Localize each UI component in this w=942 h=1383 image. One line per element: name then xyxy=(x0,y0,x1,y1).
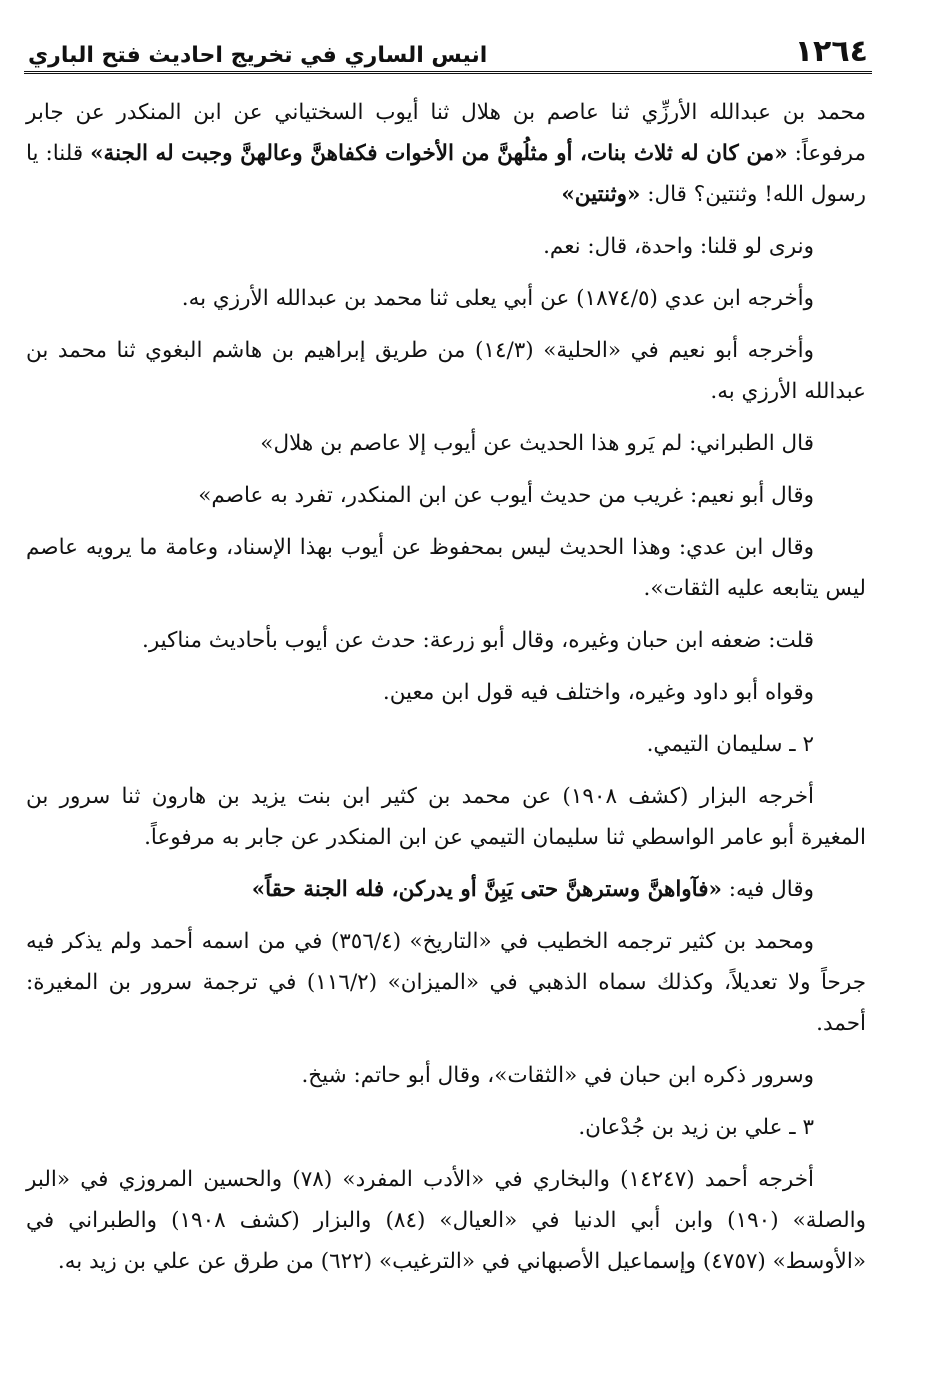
text-run: وأخرجه أبو نعيم في «الحلية» (١٤/٣) من طريق إبراهيم بن هاشم البغوي ثنا محمد بن عبدالله الأرزي به. xyxy=(26,338,866,404)
paragraph xyxy=(26,869,866,910)
text-run: وقال فيه: xyxy=(721,877,814,902)
page-header xyxy=(24,28,872,74)
paragraph xyxy=(26,92,866,215)
paragraph xyxy=(26,620,866,661)
paragraph xyxy=(26,921,866,1044)
section-heading xyxy=(26,1107,866,1148)
text-run: وسرور ذكره ابن حبان في «الثقات»، وقال أبو حاتم: شيخ. xyxy=(301,1063,814,1088)
text-run: قلنا: يا رسول الله! وثنتين؟ قال: xyxy=(26,141,866,207)
text-run: ونرى لو قلنا: واحدة، قال: نعم. xyxy=(543,234,814,259)
paragraph xyxy=(26,1055,866,1096)
paragraph xyxy=(26,423,866,464)
text-run: ٢ ـ سليمان التيمي. xyxy=(646,732,814,757)
page-number: ١٢٦٤ xyxy=(794,34,868,69)
text-run: وقال أبو نعيم: غريب من حديث أيوب عن ابن المنكدر، تفرد به عاصم» xyxy=(198,483,814,508)
page-body xyxy=(26,92,866,1293)
text-run: قلت: ضعفه ابن حبان وغيره، وقال أبو زرعة: حدث عن أيوب بأحاديث مناكير. xyxy=(141,628,814,653)
paragraph xyxy=(26,278,866,319)
text-run: قال الطبراني: لم يَرو هذا الحديث عن أيوب إلا عاصم بن هلال» xyxy=(260,431,814,456)
bold-text-run: «وثنتين» xyxy=(561,182,641,207)
paragraph xyxy=(26,672,866,713)
text-run: ومحمد بن كثير ترجمه الخطيب في «التاريخ» (٣٥٦/٤) في من اسمه أحمد ولم يذكر فيه جرحاً ولا تعديلاً، وكذلك سماه الذهبي في «الميزان» (١١٦/٢) في ترجمة سرور بن المغيرة: أحمد. xyxy=(26,929,867,1036)
running-title: انيس الساري في تخريج احاديث فتح الباري xyxy=(28,43,488,68)
bold-text-run: «فآواهنَّ وسترهنَّ حتى يَبِنَّ أو يدركن، فله الجنة حقاً» xyxy=(251,877,722,902)
paragraph xyxy=(26,776,866,858)
paragraph xyxy=(26,330,866,412)
text-run: وقواه أبو داود وغيره، واختلف فيه قول ابن معين. xyxy=(382,680,814,705)
section-heading xyxy=(26,724,866,765)
text-run: ٣ ـ علي بن زيد بن جُدْعان. xyxy=(578,1115,814,1140)
bold-text-run: «من كان له ثلاث بنات، أو مثلُهنَّ من الأخوات فكفاهنَّ وعالهنَّ وجبت له الجنة» xyxy=(90,141,788,166)
text-run: أخرجه البزار (كشف ١٩٠٨) عن محمد بن كثير ابن بنت يزيد بن هارون ثنا سرور بن المغيرة أبو عامر الواسطي ثنا سليمان التيمي عن ابن المنكدر عن جابر به مرفوعاً. xyxy=(26,784,866,850)
text-run: وقال ابن عدي: وهذا الحديث ليس بمحفوظ عن أيوب بهذا الإسناد، وعامة ما يرويه عاصم ليس يتابعه عليه الثقات». xyxy=(26,535,866,601)
text-run: محمد بن عبدالله الأرزِّي ثنا عاصم بن هلال ثنا أيوب السختياني عن ابن المنكدر عن جابر مرفوعاً: xyxy=(26,100,866,166)
paragraph xyxy=(26,226,866,267)
paragraph xyxy=(26,475,866,516)
paragraph xyxy=(26,527,866,609)
paragraph xyxy=(26,1159,866,1282)
text-run: أخرجه أحمد (١٤٢٤٧) والبخاري في «الأدب المفرد» (٧٨) والحسين المروزي في «البر والصلة» (١٩٠) وابن أبي الدنيا في «العيال» (٨٤) والبزار (كشف ١٩٠٨) والطبراني في «الأوسط» (٤٧٥٧) وإسماعيل الأصبهاني في «الترغيب» (٦٢٢) من طرق عن علي بن زيد به. xyxy=(26,1167,867,1274)
text-run: وأخرجه ابن عدي (١٨٧٤/٥) عن أبي يعلى ثنا محمد بن عبدالله الأرزي به. xyxy=(181,286,814,311)
